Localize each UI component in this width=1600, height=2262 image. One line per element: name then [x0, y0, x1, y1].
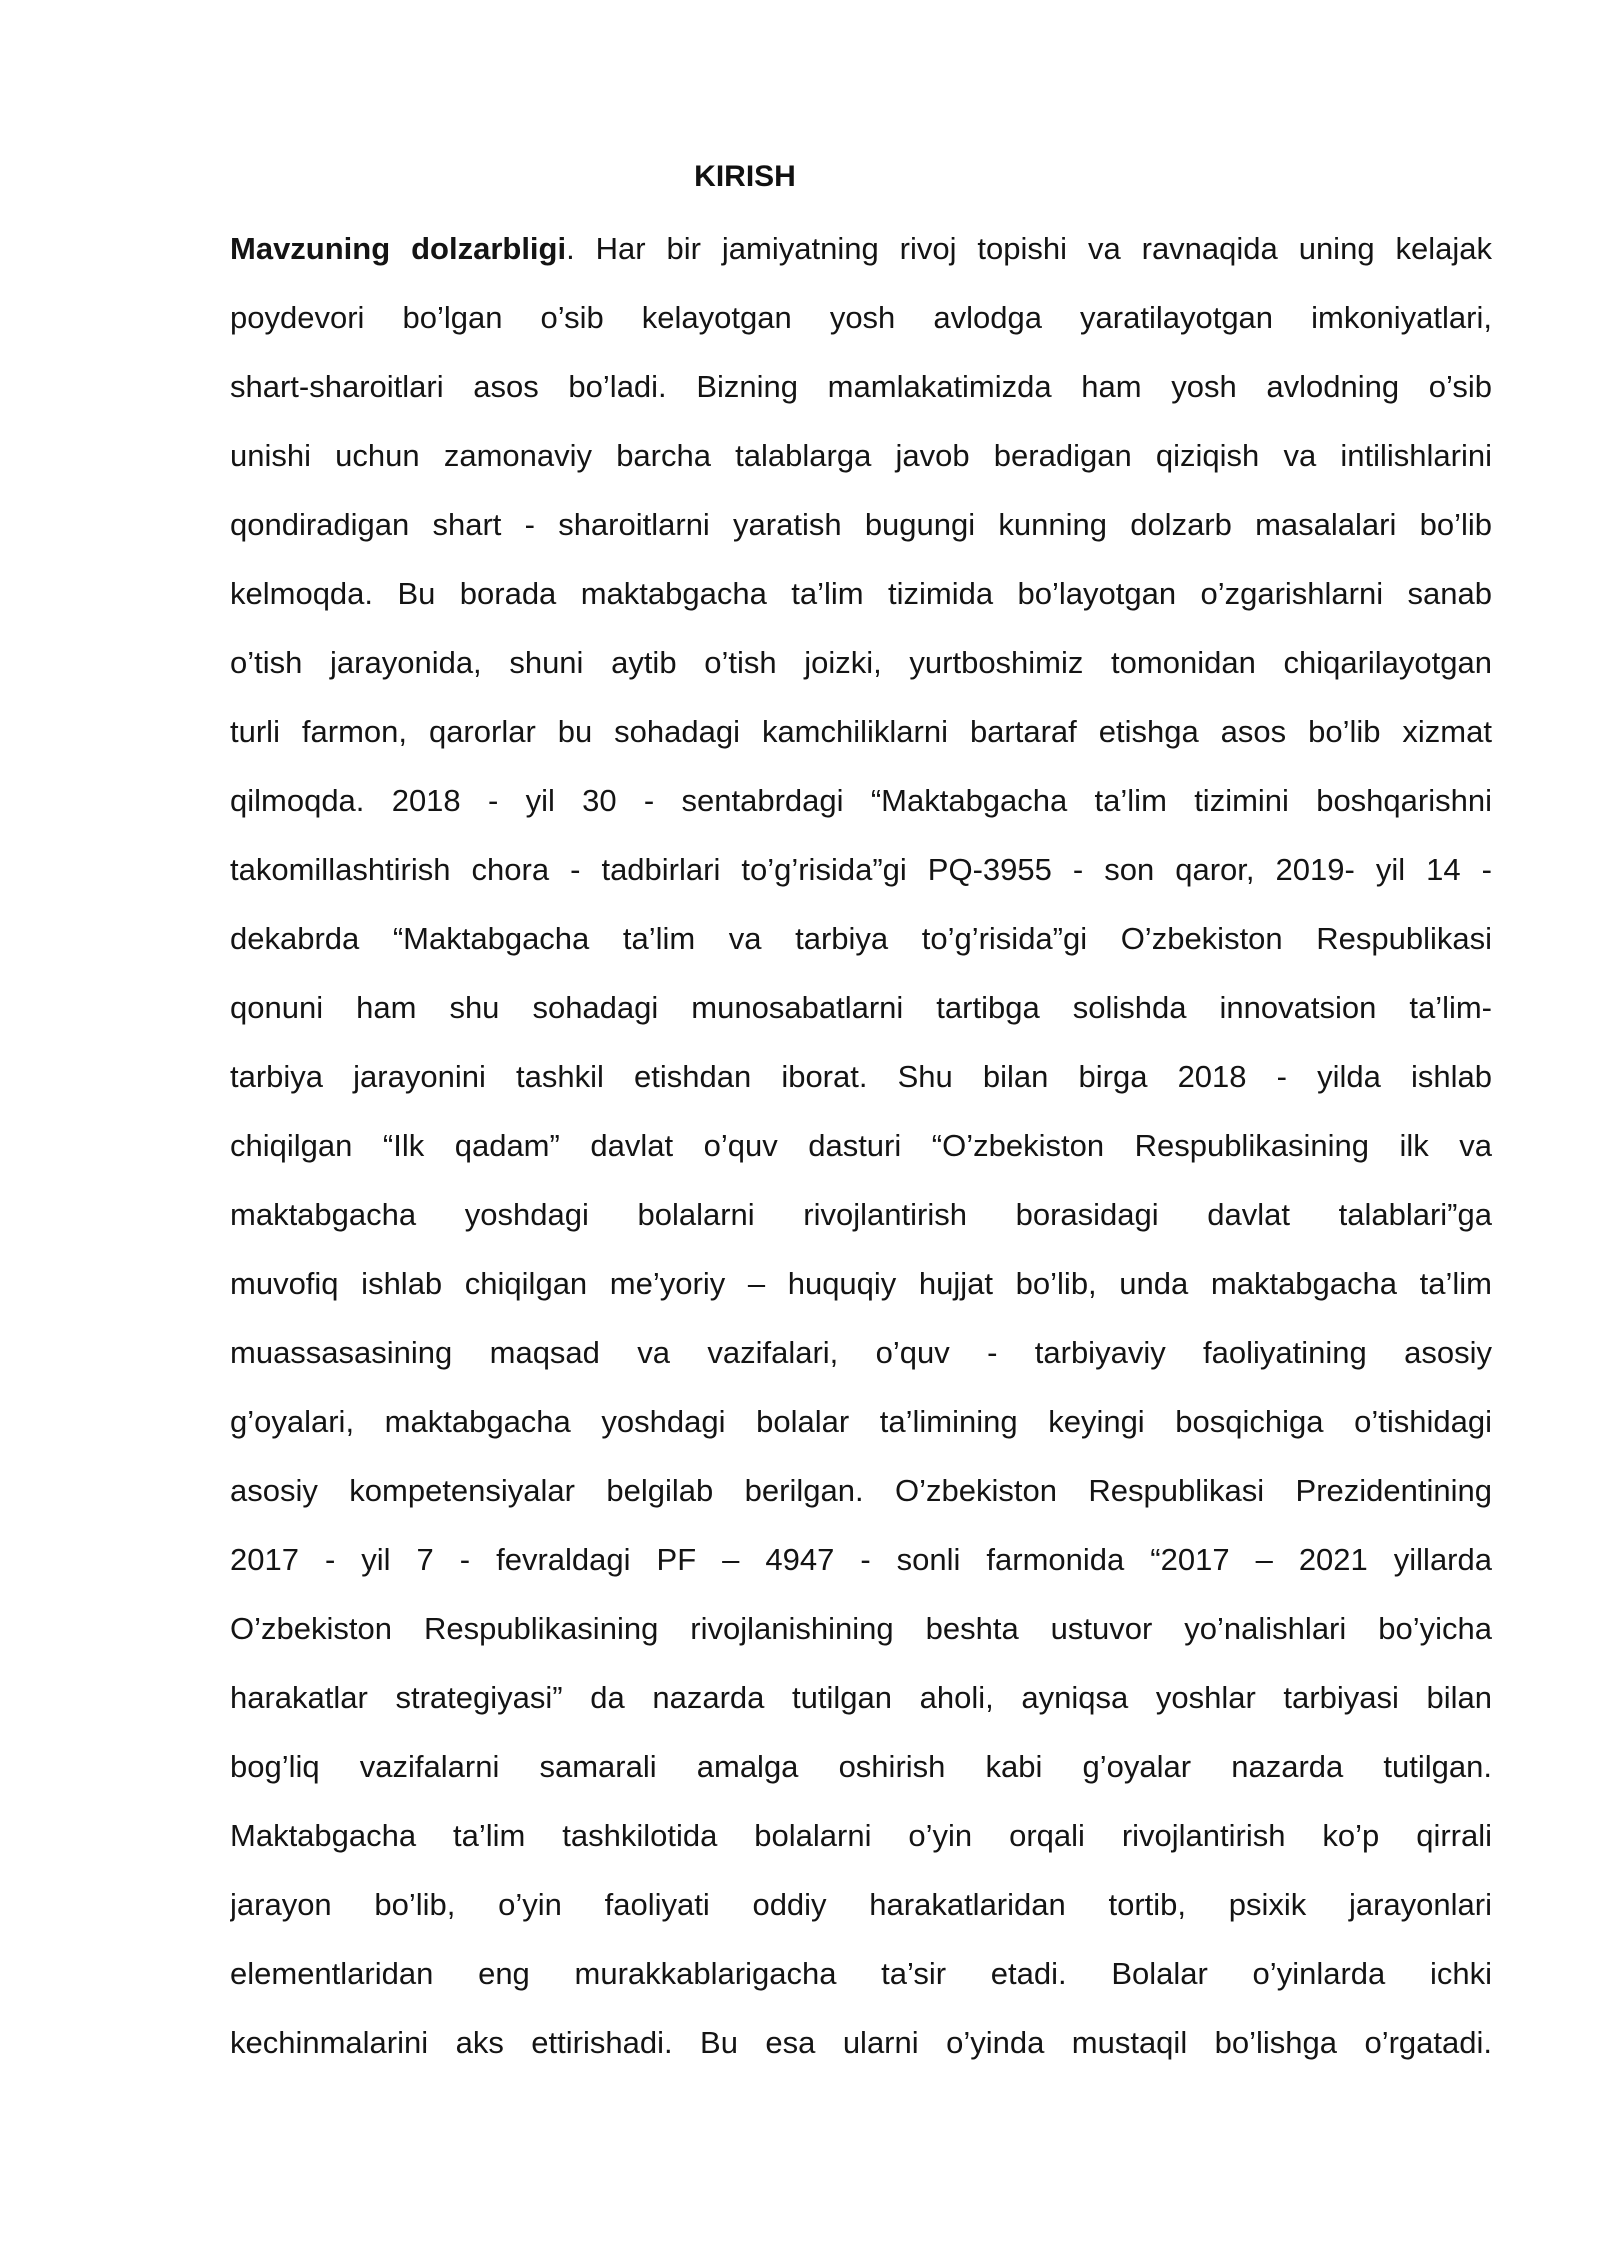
- paragraph-line: dekabrda “Maktabgacha ta’lim va tarbiya to’g’risida”gi O’zbekiston Respublikasi: [230, 921, 1492, 956]
- paragraph-line: qonuni ham shu sohadagi munosabatlarni tartibga solishda innovatsion ta’lim-: [230, 990, 1492, 1025]
- paragraph-line: chiqilgan “Ilk qadam” davlat o’quv dasturi “O’zbekiston Respublikasining ilk va: [230, 1128, 1492, 1163]
- paragraph-line: qilmoqda. 2018 - yil 30 - sentabrdagi “Maktabgacha ta’lim tizimini boshqarishni: [230, 783, 1492, 818]
- paragraph-line: poydevori bo’lgan o’sib kelayotgan yosh avlodga yaratilayotgan imkoniyatlari,: [230, 300, 1492, 335]
- paragraph-line: maktabgacha yoshdagi bolalarni rivojlantirish borasidagi davlat talablari”ga: [230, 1197, 1492, 1232]
- section-heading: KIRISH: [694, 160, 796, 193]
- lead-term: Mavzuning dolzarbligi: [230, 231, 567, 266]
- paragraph-line: o’tish jarayonida, shuni aytib o’tish joizki, yurtboshimiz tomonidan chiqarilayotgan: [230, 645, 1492, 680]
- paragraph-line: kelmoqda. Bu borada maktabgacha ta’lim tizimida bo’layotgan o’zgarishlarni sanab: [230, 576, 1492, 611]
- paragraph-line: unishi uchun zamonaviy barcha talablarga javob beradigan qiziqish va intilishlarini: [230, 438, 1492, 473]
- paragraph-line: kechinmalarini aks ettirishadi. Bu esa ularni o’yinda mustaqil bo’lishga o’rgatadi.: [230, 2025, 1492, 2060]
- paragraph-line: elementlaridan eng murakkablarigacha ta’sir etadi. Bolalar o’yinlarda ichki: [230, 1956, 1492, 1991]
- paragraph-line: turli farmon, qarorlar bu sohadagi kamchiliklarni bartaraf etishga asos bo’lib xizmat: [230, 714, 1492, 749]
- paragraph-line: takomillashtirish chora - tadbirlari to’g’risida”gi PQ-3955 - son qaror, 2019- yil 14 -: [230, 852, 1492, 887]
- body-paragraph: [230, 214, 1492, 2077]
- paragraph-line: asosiy kompetensiyalar belgilab berilgan. O’zbekiston Respublikasi Prezidentining: [230, 1473, 1492, 1508]
- paragraph-line: 2017 - yil 7 - fevraldagi PF – 4947 - sonli farmonida “2017 – 2021 yillarda: [230, 1542, 1492, 1577]
- paragraph-line: harakatlar strategiyasi” da nazarda tutilgan aholi, ayniqsa yoshlar tarbiyasi bilan: [230, 1680, 1492, 1715]
- lead-sentence: . Har bir jamiyatning rivoj topishi va ravnaqida uning kelajak: [566, 231, 1492, 266]
- paragraph-line: tarbiya jarayonini tashkil etishdan iborat. Shu bilan birga 2018 - yilda ishlab: [230, 1059, 1492, 1094]
- paragraph-line: bog’liq vazifalarni samarali amalga oshirish kabi g’oyalar nazarda tutilgan.: [230, 1749, 1492, 1784]
- paragraph-line: Maktabgacha ta’lim tashkilotida bolalarni o’yin orqali rivojlantirish ko’p qirrali: [230, 1818, 1492, 1853]
- paragraph-line: muassasasining maqsad va vazifalari, o’quv - tarbiyaviy faoliyatining asosiy: [230, 1335, 1492, 1370]
- paragraph-line: [230, 214, 1492, 283]
- paragraph-line: jarayon bo’lib, o’yin faoliyati oddiy harakatlaridan tortib, psixik jarayonlari: [230, 1887, 1492, 1922]
- paragraph-line: O’zbekiston Respublikasining rivojlanishining beshta ustuvor yo’nalishlari bo’yicha: [230, 1611, 1492, 1646]
- paragraph-line: shart-sharoitlari asos bo’ladi. Bizning mamlakatimizda ham yosh avlodning o’sib: [230, 369, 1492, 404]
- paragraph-line: muvofiq ishlab chiqilgan me’yoriy – huquqiy hujjat bo’lib, unda maktabgacha ta’lim: [230, 1266, 1492, 1301]
- paragraph-line: qondiradigan shart - sharoitlarni yaratish bugungi kunning dolzarb masalalari bo’lib: [230, 507, 1492, 542]
- paragraph-line: g’oyalari, maktabgacha yoshdagi bolalar ta’limining keyingi bosqichiga o’tishidagi: [230, 1404, 1492, 1439]
